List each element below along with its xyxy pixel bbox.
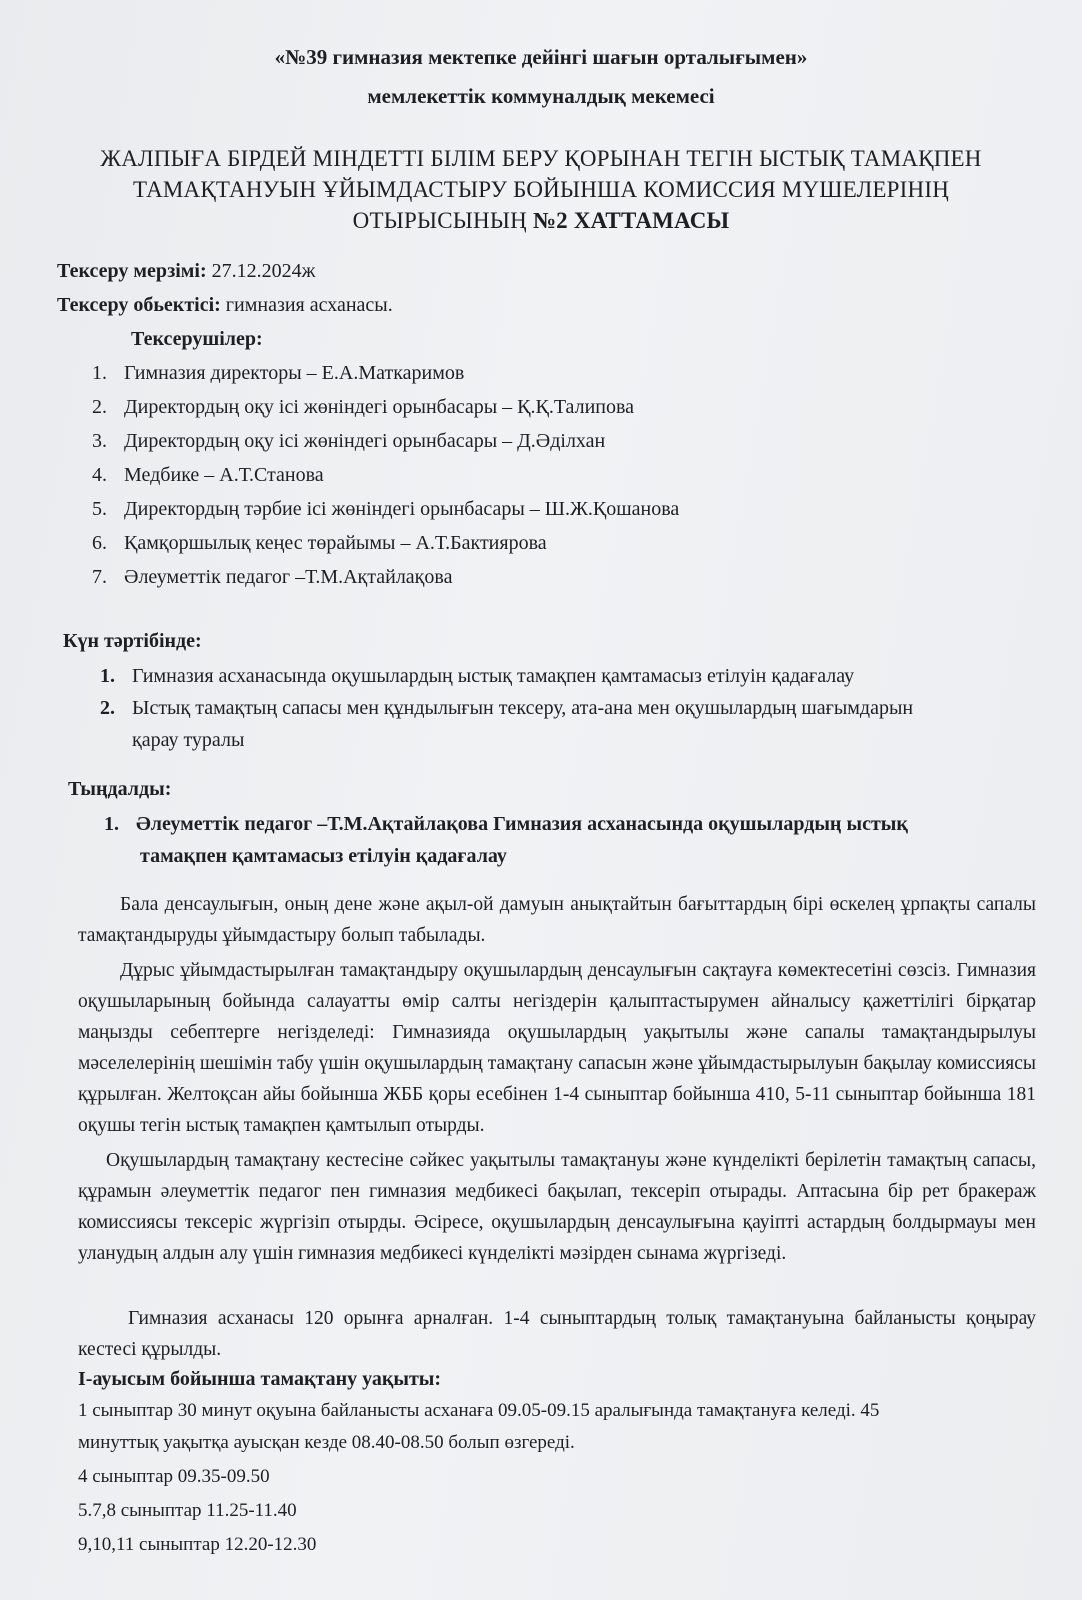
body-paragraph-1: Бала денсаулығын, оның дене және ақыл-ой дамуын анықтайтын бағыттардың бірі өскелең ұрпақты сапалы тамақтандыруды ұйымдастыру болып табылады. [78, 894, 1036, 946]
agenda-label: Күн тәртібінде: [63, 630, 202, 652]
date-value: 27.12.2024ж [211, 260, 316, 282]
schedule-item-1-cont: минуттық уақытқа ауысқан кезде 08.40-08.50 болып өзгереді. [78, 1432, 575, 1453]
inspection-object [57, 294, 393, 317]
object-label: Тексеру обьектісі: [57, 294, 221, 316]
object-value: гимназия асханасы. [225, 294, 393, 316]
heard-item-1: 1. Әлеуметтік педагог –Т.М.Ақтайлақова Гимназия асханасында оқушылардың ыстық [104, 813, 908, 835]
schedule-item-3: 5.7,8 сыныптар 11.25-11.40 [78, 1500, 297, 1521]
schedule-label: I-ауысым бойынша тамақтану уақыты: [78, 1368, 442, 1390]
org-name-line1: «№39 гимназия мектепке дейінгі шағын орталығымен» [274, 45, 808, 69]
inspection-date [57, 260, 315, 283]
agenda-item-2-cont: қарау туралы [132, 729, 245, 751]
body-paragraph-2: Дұрыс ұйымдастырылған тамақтандыру оқушылардың денсаулығын сақтауға көмектесетіні сөзсіз. Гимназия оқушыларының бойында салауатты өмір салты негіздерін қалыптастырумен айналысу қажеттілігі бірқатар маңызды себептерге негізделеді: Гимназияда оқушылардың уақытылы және сапалы тамақтандырылуы мәселелерінің шешімін табу үшін оқушылардың тамақтану сапасын және ұйымдастырылуын бақылау комиссиясы құрылған. Желтоқсан айы бойынша ЖББ қоры есебінен 1-4 сыныптар бойынша 410, 5-11 сыныптар бойынша 181 оқушы тегін ыстық тамақпен қамтылып отырды. [78, 960, 1036, 1136]
heard-item-1-cont: тамақпен қамтамасыз етілуін қадағалау [140, 845, 507, 867]
org-name-line2: мемлекеттік коммуналдық мекемесі [367, 84, 715, 108]
agenda-item-1: 1. Гимназия асханасында оқушылардың ыстық тамақпен қамтамасыз етілуін қадағалау [100, 665, 855, 687]
inspector-item: 5. Директордың тәрбие ісі жөніндегі орынбасары – Ш.Ж.Қошанова [92, 498, 680, 520]
title-line3-a: ОТЫРЫСЫНЫҢ [352, 208, 527, 233]
inspector-item: 2. Директордың оқу ісі жөніндегі орынбасары – Қ.Қ.Талипова [92, 396, 635, 418]
schedule-item-2: 4 сыныптар 09.35-09.50 [78, 1466, 270, 1487]
schedule-item-1: 1 сыныптар 30 минут оқуына байланысты асханаға 09.05-09.15 аралығында тамақтануға келеді. 45 [78, 1400, 880, 1421]
title-line3-b: №2 ХАТТАМАСЫ [532, 208, 730, 233]
inspectors-label: Тексерушілер: [131, 328, 263, 350]
inspector-item: 7. Әлеуметтік педагог –Т.М.Ақтайлақова [92, 566, 453, 588]
agenda-item-2: 2. Ыстық тамақтың сапасы мен құндылығын тексеру, ата-ана мен оқушылардың шағымдарын [100, 697, 914, 719]
inspector-item: 3. Директордың оқу ісі жөніндегі орынбасары – Д.Әділхан [92, 430, 606, 452]
date-label: Тексеру мерзімі: [57, 260, 207, 282]
inspector-item: 6. Қамқоршылық кеңес төрайымы – А.Т.Бактиярова [92, 532, 547, 554]
heard-label: Тыңдалды: [68, 778, 172, 800]
inspector-item: 1. Гимназия директоры – Е.А.Маткаримов [92, 362, 465, 384]
title-line3 [60, 205, 1022, 236]
title-line2: ТАМАҚТАНУЫН ҰЙЫМДАСТЫРУ БОЙЫНША КОМИССИЯ МҮШЕЛЕРІНІҢ [132, 177, 950, 202]
body-paragraph-4: Гимназия асханасы 120 орынға арналған. 1-4 сыныптардың толық тамақтануына байланысты қоңырау кестесі құрылды. [78, 1308, 1036, 1360]
schedule-item-4: 9,10,11 сыныптар 12.20-12.30 [78, 1534, 317, 1555]
title-line1: ЖАЛПЫҒА БІРДЕЙ МІНДЕТТІ БІЛІМ БЕРУ ҚОРЫНАН ТЕГІН ЫСТЫҚ ТАМАҚПЕН [100, 146, 982, 171]
inspector-item: 4. Медбике – А.Т.Станова [92, 464, 324, 486]
document-title [60, 143, 1022, 236]
body-paragraph-3: Оқушылардың тамақтану кестесіне сәйкес уақытылы тамақтануы және күнделікті берілетін тамақтың сапасы, құрамын әлеуметтік педагог пен гимназия медбикесі бақылап, тексеріп отырады. Аптасына бір рет бракераж комиссиясы тексеріс жүргізіп отырды. Әсіресе, оқушылардың денсаулығына қауіпті астардың болдырмауы мен уланудың алдын алу үшін гимназия медбикесі күнделікті мәзірден сынама жүргізеді. [78, 1150, 1036, 1264]
